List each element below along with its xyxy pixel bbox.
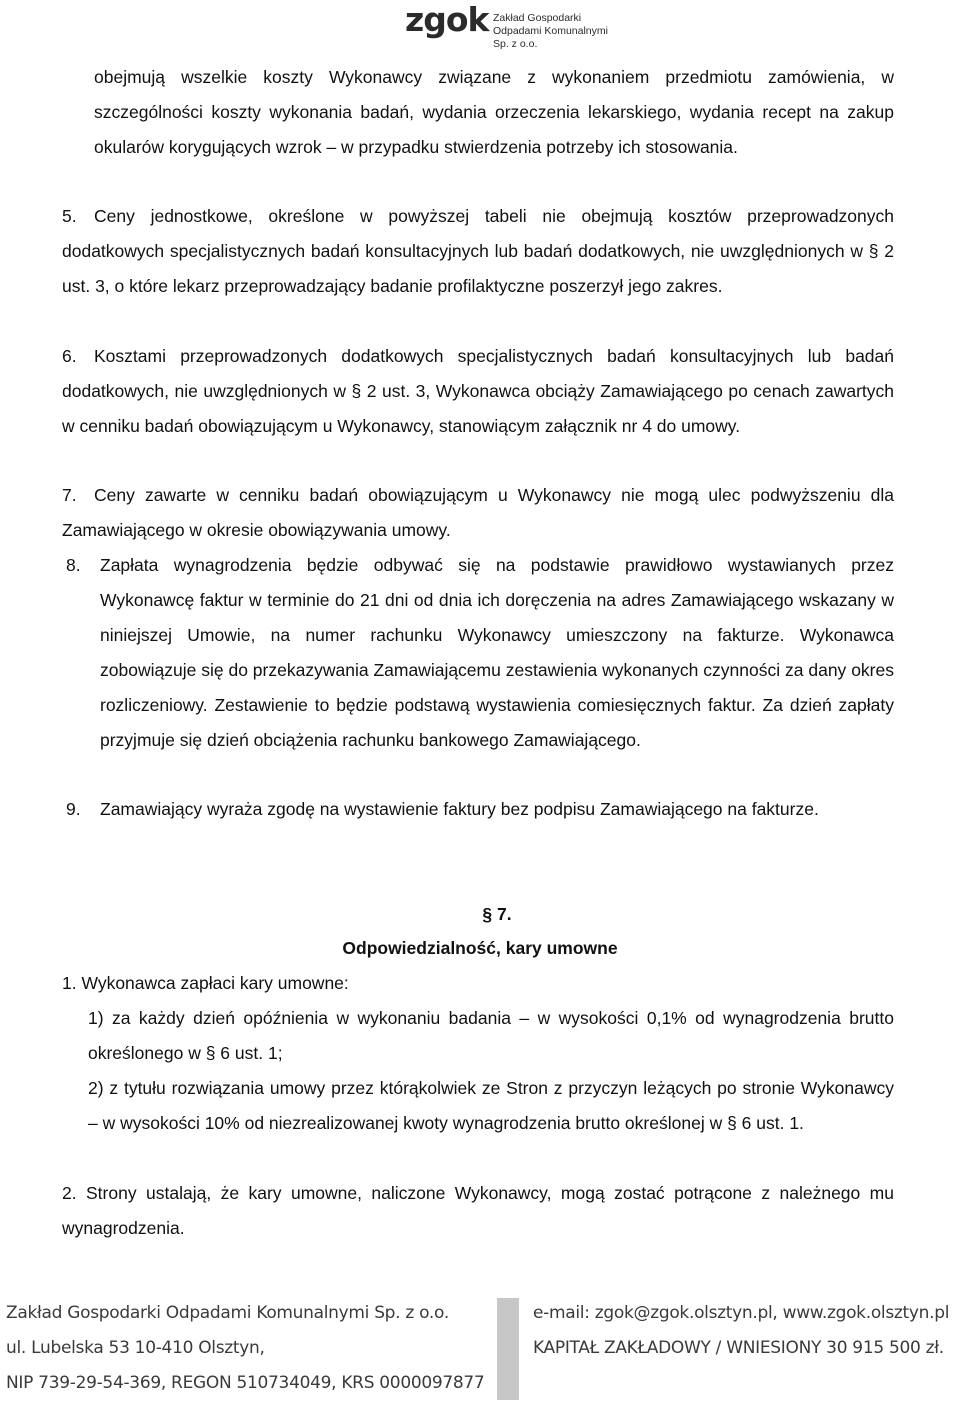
logo-company-name [493,12,625,51]
footer-registration-ids: NIP 739-29-54-369, REGON 510734049, KRS 0000097877 [6,1373,485,1393]
item-text: Ceny zawarte w cenniku badań obowiązującym u Wykonawcy nie mogą ulec podwyższeniu dla Zamawiającego w okresie obowiązywania umowy. [62,485,894,540]
logo-name-line1: Zakład Gospodarki [493,12,582,24]
footer-company-name: Zakład Gospodarki Odpadami Komunalnymi Sp. z o.o. [6,1303,449,1323]
section-point-1: 1) za każdy dzień opóźnienia w wykonaniu badania – w wysokości 0,1% od wynagrodzenia brutto określonego w § 6 ust. 1; [88,1008,894,1063]
footer-contact: e-mail: zgok@zgok.olsztyn.pl, www.zgok.olsztyn.pl [533,1303,950,1323]
item-text: Zamawiający wyraża zgodę na wystawienie faktury bez podpisu Zamawiającego na fakturze. [100,799,819,819]
intro-paragraph: obejmują wszelkie koszty Wykonawcy związane z wykonaniem przedmiotu zamówienia, w szczególności koszty wykonania badań, wydania orzeczenia lekarskiego, wydania recept na zakup okularów korygujących wzrok – w przypadku stwierdzenia potrzeby ich stosowania. [94,67,894,157]
item-number: 6. [62,346,77,366]
footer-company-info [6,1296,484,1401]
logo-name-line2: Odpadami Komunalnymi Sp. z o.o. [493,25,608,50]
list-item [62,478,894,548]
logo-wordmark: zgok [405,0,489,39]
item-text: Zapłata wynagrodzenia będzie odbywać się na podstawie prawidłowo wystawianych przez Wykonawcę faktur w terminie do 21 dni od dnia ich doręczenia na adres Zamawiającego wskazany w niniejszej Umowie, na numer rachunku Wykonawcy umieszczony na fakturze. Wykonawca zobowiązuje się do przekazywania Zamawiającemu zestawienia wykonanych czynności za dany okres rozliczeniowy. Zestawienie to będzie podstawą wystawienia comiesięcznych faktur. Za dzień zapłaty przyjmuje się dzień obciążenia rachunku bankowego Zamawiającego. [100,555,894,750]
footer-contact-info [533,1296,949,1366]
section-paragraph-1: 1. Wykonawca zapłaci kary umowne: [62,973,349,993]
list-item [66,548,894,758]
section-point-2: 2) z tytułu rozwiązania umowy przez którąkolwiek ze Stron z przyczyn leżących po stronie Wykonawcy – w wysokości 10% od niezrealizowanej kwoty wynagrodzenia brutto określonej w § 6 ust. 1. [88,1078,894,1133]
list-item [62,199,894,304]
footer-divider [497,1298,519,1400]
item-number: 5. [62,206,77,226]
item-number: 9. [66,799,81,819]
footer-capital: KAPITAŁ ZAKŁADOWY / WNIESIONY 30 915 500 zł. [533,1338,944,1358]
footer-address: ul. Lubelska 53 10-410 Olsztyn, [6,1338,265,1358]
company-logo [405,0,625,50]
list-item [62,339,894,444]
section-title: Odpowiedzialność, kary umowne [342,938,618,958]
item-text: Kosztami przeprowadzonych dodatkowych specjalistycznych badań konsultacyjnych lub badań dodatkowych, nie uwzględnionych w § 2 ust. 3, Wykonawca obciąży Zamawiającego po cenach zawartych w cenniku badań obowiązującym u Wykonawcy, stanowiącym załącznik nr 4 do umowy. [62,346,894,436]
page-footer [0,1296,960,1403]
list-item [66,792,894,827]
section-number: § 7. [482,904,512,924]
item-number: 7. [62,485,77,505]
section-paragraph-2: 2. Strony ustalają, że kary umowne, naliczone Wykonawcy, mogą zostać potrącone z należnego mu wynagrodzenia. [62,1183,894,1238]
item-text: Ceny jednostkowe, określone w powyższej tabeli nie obejmują kosztów przeprowadzonych dodatkowych specjalistycznych badań konsultacyjnych lub badań dodatkowych, nie uwzględnionych w § 2 ust. 3, o które lekarz przeprowadzający badanie profilaktyczne poszerzył jego zakres. [62,206,894,296]
item-number: 8. [66,555,81,575]
